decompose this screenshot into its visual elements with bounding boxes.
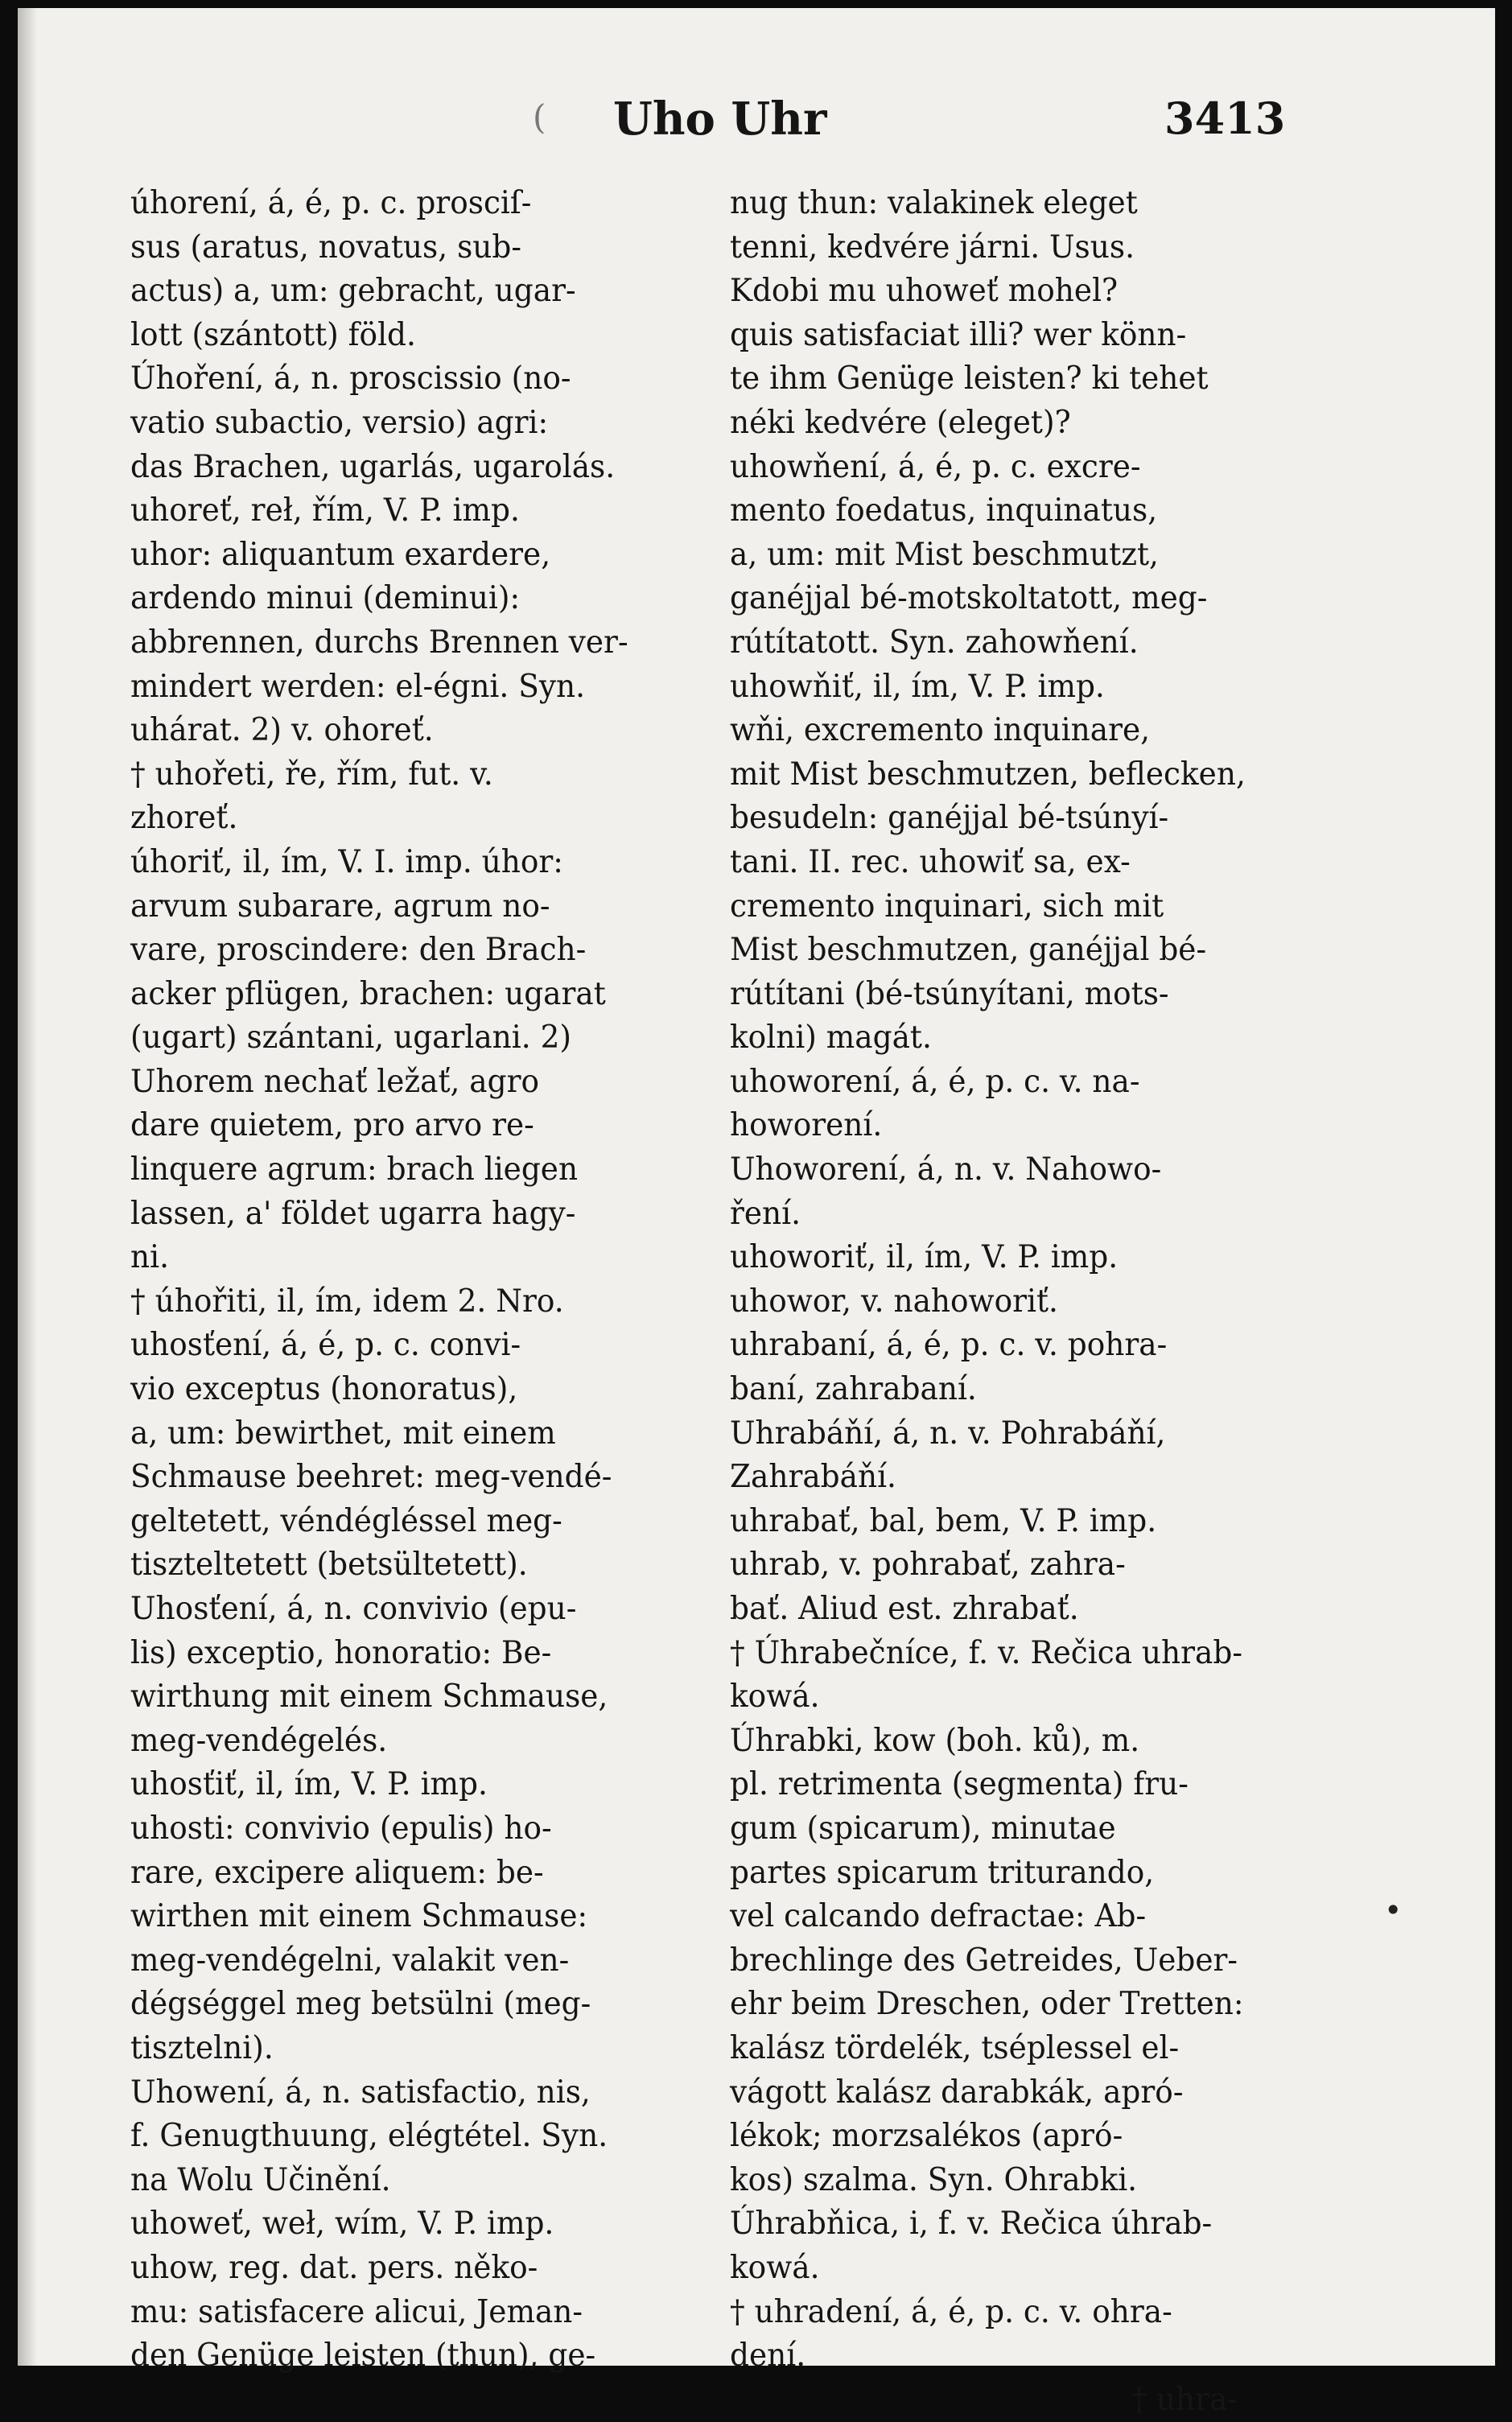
dictionary-line: uhoweť, weł, wím, V. P. imp. — [130, 2206, 554, 2243]
dictionary-line: uhoworení, á, é, p. c. v. na- — [730, 1063, 1140, 1100]
dictionary-line: meg-vendégelés. — [130, 1722, 388, 1759]
dictionary-line: arvum subarare, agrum no- — [130, 888, 550, 925]
dictionary-line: Uhoworení, á, n. v. Nahowo- — [730, 1151, 1162, 1188]
dictionary-line: actus) a, um: gebracht, ugar- — [130, 273, 576, 310]
dictionary-line: geltetett, véndégléssel meg- — [130, 1502, 562, 1539]
dictionary-line: rútítani (bé-tsúnyítani, mots- — [730, 975, 1169, 1012]
dictionary-line: besudeln: ganéjjal bé-tsúnyí- — [730, 800, 1169, 837]
dictionary-line: néki kedvére (eleget)? — [730, 404, 1071, 441]
dictionary-line: den Genüge leisten (thun), ge- — [130, 2338, 596, 2375]
dictionary-line: úhorení, á, é, p. c. prosciſ- — [130, 185, 532, 221]
dictionary-line: gum (spicarum), minutae — [730, 1810, 1116, 1847]
dictionary-line: Zahrabáňí. — [730, 1459, 896, 1496]
dictionary-line: uhrabať, bal, bem, V. P. imp. — [730, 1502, 1157, 1539]
dictionary-line: lékok; morzsalékos (apró- — [730, 2118, 1123, 2155]
dictionary-line: † uhradení, á, é, p. c. v. ohra- — [730, 2293, 1172, 2330]
dictionary-line: uhrab, v. pohrabať, zahra- — [730, 1547, 1126, 1584]
dictionary-line: uhosti: convivio (epulis) ho- — [130, 1810, 552, 1847]
dictionary-line: uhárat. 2) v. ohoreť. — [130, 712, 434, 749]
dictionary-line: tisztelni). — [130, 2029, 274, 2066]
dictionary-line: kolni) magát. — [730, 1019, 932, 1057]
dictionary-line: kos) szalma. Syn. Ohrabki. — [730, 2161, 1138, 2198]
dictionary-line: das Brachen, ugarlás, ugarolás. — [130, 448, 616, 485]
dictionary-line: ardendo minui (deminui): — [130, 580, 521, 617]
dictionary-line: a, um: mit Mist beschmutzt, — [730, 536, 1159, 573]
dictionary-line: a, um: bewirthet, mit einem — [130, 1415, 556, 1452]
dictionary-line: partes spicarum triturando, — [730, 1854, 1155, 1891]
dictionary-page — [18, 8, 1495, 2418]
dictionary-line: rútítatott. Syn. zahowňení. — [730, 624, 1139, 661]
dictionary-line: tiszteltetett (betsültetett). — [130, 1547, 528, 1584]
guide-words: Uho Uhr — [613, 93, 827, 146]
dictionary-line: uhor: aliquantum exardere, — [130, 536, 551, 573]
dictionary-line: uhosťiť, il, ím, V. P. imp. — [130, 1766, 488, 1803]
dictionary-line: uhow, reg. dat. pers. něko- — [130, 2249, 538, 2286]
right-column — [730, 182, 1309, 2422]
dictionary-line: ehr beim Dreschen, oder Tretten: — [730, 1986, 1244, 2023]
dictionary-line: baní, zahrabaní. — [730, 1371, 977, 1408]
dictionary-line: vágott kalász darabkák, apró- — [730, 2074, 1184, 2111]
dictionary-line: uhowňiť, il, ím, V. P. imp. — [730, 668, 1105, 705]
dictionary-line: f. Genugthuung, elégtétel. Syn. — [130, 2118, 608, 2155]
dictionary-line: lis) exceptio, honoratio: Be- — [130, 1634, 552, 1671]
dictionary-line: howorení. — [730, 1107, 883, 1144]
dictionary-line: dégséggel meg betsülni (meg- — [130, 1986, 591, 2023]
dictionary-line: mu: satisfacere alicui, Jeman- — [130, 2293, 583, 2330]
dictionary-line: bať. Aliud est. zhrabať. — [730, 1591, 1079, 1627]
dictionary-line: Úhrabki, kow (boh. ků), m. — [730, 1722, 1140, 1759]
page-gutter-shadow — [18, 8, 37, 2366]
dictionary-line: wirthen mit einem Schmause: — [130, 1898, 588, 1935]
dictionary-line: mindert werden: el-égni. Syn. — [130, 668, 586, 705]
dictionary-line: dare quietem, pro arvo re- — [130, 1107, 534, 1144]
dictionary-line: vatio subactio, versio) agri: — [130, 404, 549, 441]
dictionary-line: uhoworiť, il, ím, V. P. imp. — [730, 1239, 1119, 1276]
dictionary-line: vel calcando defractae: Ab- — [730, 1898, 1147, 1935]
dictionary-line: Uhrabáňí, á, n. v. Pohrabáňí, — [730, 1415, 1166, 1452]
dictionary-line: tani. II. rec. uhowiť sa, ex- — [730, 843, 1131, 880]
dictionary-line: uhrabaní, á, é, p. c. v. pohra- — [730, 1327, 1168, 1364]
dictionary-line: mento foedatus, inquinatus, — [730, 492, 1158, 529]
dictionary-line: † Úhrabečníce, f. v. Rečica uhrab- — [730, 1634, 1243, 1671]
margin-mark: ( — [533, 97, 546, 137]
dictionary-line: brechlinge des Getreides, Ueber- — [730, 1942, 1238, 1979]
dictionary-line: † uhra- — [1131, 2381, 1238, 2418]
dictionary-line: lassen, a' földet ugarra hagy- — [130, 1195, 576, 1232]
dictionary-line: uhowor, v. nahoworiť. — [730, 1283, 1058, 1320]
dictionary-line: acker pflügen, brachen: ugarat — [130, 975, 606, 1012]
dictionary-line: vio exceptus (honoratus), — [130, 1371, 518, 1408]
dictionary-line: kowá. — [730, 2249, 820, 2286]
dictionary-line: kowá. — [730, 1679, 820, 1716]
left-column — [130, 182, 702, 2379]
dictionary-line: Schmause beehret: meg-vendé- — [130, 1459, 612, 1496]
dictionary-line: na Wolu Učinění. — [130, 2161, 391, 2198]
dictionary-line: te ihm Genüge leisten? ki tehet — [730, 360, 1209, 397]
dictionary-line: abbrennen, durchs Brennen ver- — [130, 624, 628, 661]
dictionary-line: ganéjjal bé-motskoltatott, meg- — [730, 580, 1208, 617]
dictionary-line: zhoreť. — [130, 800, 238, 837]
dictionary-line: (ugart) szántani, ugarlani. 2) — [130, 1019, 572, 1057]
dictionary-line: meg-vendégelni, valakit ven- — [130, 1942, 570, 1979]
dictionary-line: ření. — [730, 1195, 801, 1232]
dictionary-line: cremento inquinari, sich mit — [730, 888, 1164, 925]
dictionary-line: vare, proscindere: den Brach- — [130, 932, 587, 969]
dictionary-line: quis satisfaciat illi? wer könn- — [730, 316, 1187, 353]
dictionary-line: linquere agrum: brach liegen — [130, 1151, 579, 1188]
dictionary-line: uhosťení, á, é, p. c. convi- — [130, 1327, 521, 1364]
dictionary-line: kalász tördelék, tséplessel el- — [730, 2029, 1180, 2066]
dictionary-line: Úhoření, á, n. proscissio (no- — [130, 360, 571, 397]
dictionary-line: dení. — [730, 2338, 806, 2375]
dictionary-line: lott (szántott) föld. — [130, 316, 416, 353]
dictionary-line: Uhowení, á, n. satisfactio, nis, — [130, 2074, 591, 2111]
dictionary-line: uhoreť, reł, řím, V. P. imp. — [130, 492, 520, 529]
dictionary-line: wňi, excremento inquinare, — [730, 712, 1151, 749]
page-number: 3413 — [1164, 93, 1286, 144]
dictionary-line: nug thun: valakinek eleget — [730, 185, 1138, 221]
dictionary-line: Uhosťení, á, n. convivio (epu- — [130, 1591, 577, 1627]
dictionary-line: pl. retrimenta (segmenta) fru- — [730, 1766, 1189, 1803]
dictionary-line: Kdobi mu uhoweť mohel? — [730, 273, 1119, 310]
dictionary-line: tenni, kedvére járni. Usus. — [730, 229, 1135, 266]
dictionary-line: Mist beschmutzen, ganéjjal bé- — [730, 932, 1207, 969]
dictionary-line: úhoriť, il, ím, V. I. imp. úhor: — [130, 843, 563, 880]
dictionary-line: uhowňení, á, é, p. c. excre- — [730, 448, 1141, 485]
dictionary-line: rare, excipere aliquem: be- — [130, 1854, 544, 1891]
dictionary-line: mit Mist beschmutzen, beflecken, — [730, 756, 1246, 793]
dictionary-line: Uhorem nechať ležať, agro — [130, 1063, 540, 1100]
dictionary-line: † uhořeti, ře, řím, fut. v. — [130, 756, 493, 793]
dictionary-line: Úhrabňica, i, f. v. Rečica úhrab- — [730, 2206, 1213, 2243]
dictionary-line: † úhořiti, il, ím, idem 2. Nro. — [130, 1283, 564, 1320]
dictionary-line: ni. — [130, 1239, 169, 1276]
page-header — [18, 93, 1495, 157]
dictionary-line: wirthung mit einem Schmause, — [130, 1679, 608, 1716]
stray-ink-mark: • — [1384, 1893, 1403, 1928]
dictionary-line: sus (aratus, novatus, sub- — [130, 229, 522, 266]
